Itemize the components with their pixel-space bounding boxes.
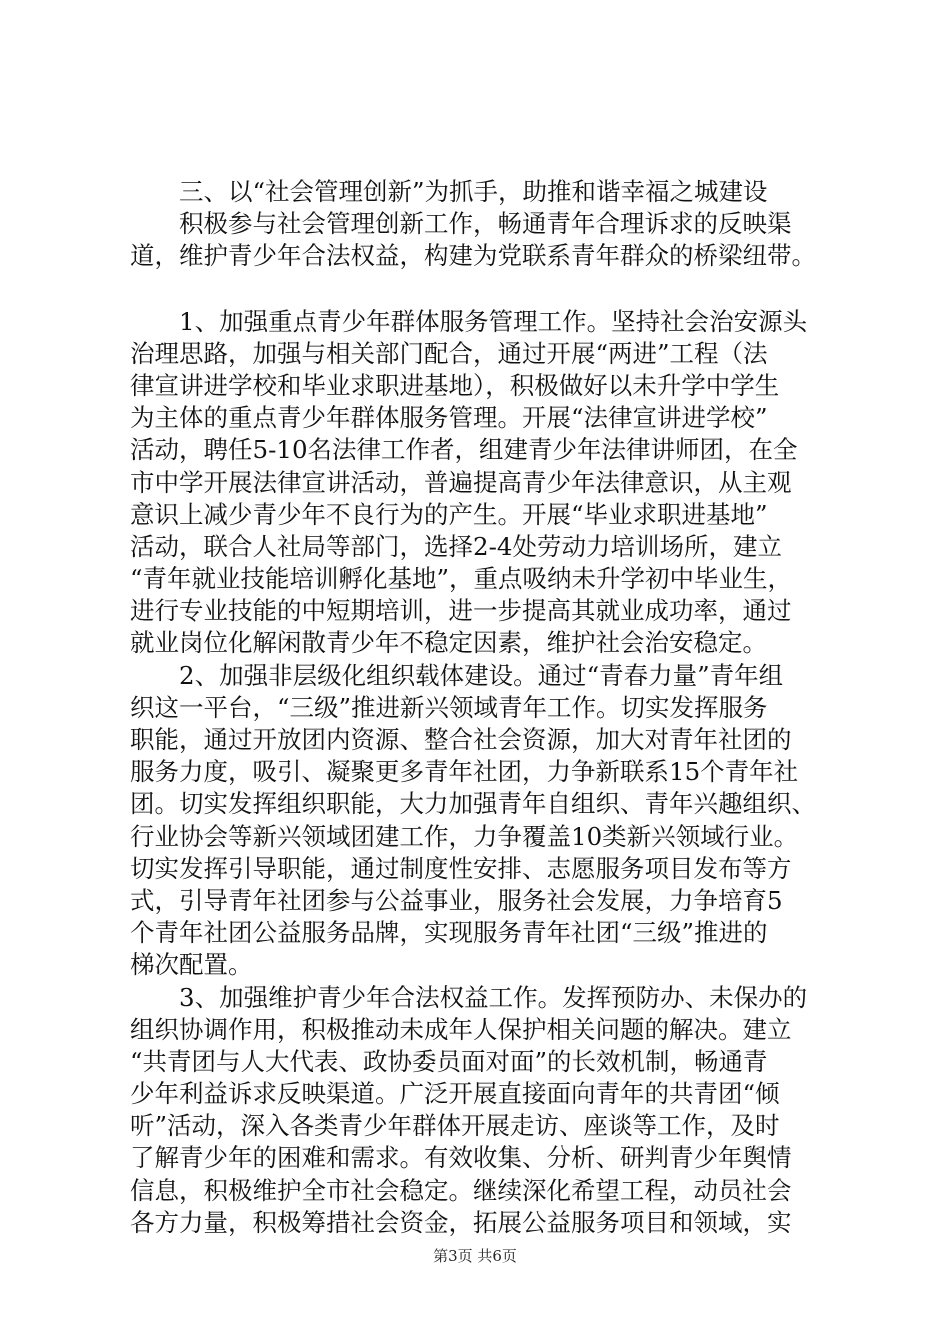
paragraph-line: 意识上减少青少年不良行为的产生。开展“毕业求职进基地” (130, 499, 768, 529)
paragraph-line: 各方力量，积极筹措社会资金，拓展公益服务项目和领域，实 (130, 1207, 792, 1237)
paragraph-line: 梯次配置。 (130, 950, 253, 980)
paragraph-line: 3、加强维护青少年合法权益工作。发挥预防办、未保办的 (130, 982, 808, 1012)
paragraph-line: 服务力度，吸引、凝聚更多青年社团，力争新联系15个青年社 (130, 757, 799, 787)
paragraph-line: 信息，积极维护全市社会稳定。继续深化希望工程，动员社会 (130, 1175, 792, 1205)
document-body (130, 176, 830, 1239)
page-number-footer: 第3页 共6页 (433, 1247, 517, 1265)
paragraph-line: 治理思路，加强与相关部门配合，通过开展“两进”工程（法 (130, 338, 768, 368)
paragraph-line: 织这一平台，“三级”推进新兴领域青年工作。切实发挥服务 (130, 692, 768, 722)
paragraph-line: 积极参与社会管理创新工作，畅通青年合理诉求的反映渠 (130, 209, 792, 239)
paragraph-gap (130, 273, 830, 306)
paragraph-line: 团。切实发挥组织职能，大力加强青年自组织、青年兴趣组织、 (130, 789, 816, 819)
paragraph-line: 为主体的重点青少年群体服务管理。开展“法律宣讲进学校” (130, 403, 768, 433)
paragraph-line: 1、加强重点青少年群体服务管理工作。坚持社会治安源头 (130, 306, 808, 336)
paragraph-line: 律宣讲进学校和毕业求职进基地），积极做好以未升学中学生 (130, 370, 780, 400)
paragraph-line: 切实发挥引导职能，通过制度性安排、志愿服务项目发布等方 (130, 853, 792, 883)
paragraph-line: 行业协会等新兴领域团建工作，力争覆盖10类新兴领域行业。 (130, 821, 799, 851)
paragraph-line: 活动，联合人社局等部门，选择2-4处劳动力培训场所，建立 (130, 531, 782, 561)
paragraph-line: “青年就业技能培训孵化基地”，重点吸纳未升学初中毕业生， (130, 564, 793, 594)
section-heading: 三、以“社会管理创新”为抓手，助推和谐幸福之城建设 (130, 177, 768, 206)
paragraph-line: 式，引导青年社团参与公益事业，服务社会发展，力争培育5 (130, 885, 783, 915)
paragraph-line: 组织协调作用，积极推动未成年人保护相关问题的解决。建立 (130, 1014, 792, 1044)
paragraph-line: 少年利益诉求反映渠道。广泛开展直接面向青年的共青团“倾 (130, 1079, 780, 1109)
paragraph-line: 活动，聘任5-10名法律工作者，组建青少年法律讲师团，在全 (130, 435, 798, 465)
paragraph-line: 市中学开展法律宣讲活动，普遍提高青少年法律意识，从主观 (130, 467, 792, 497)
paragraph-line: 2、加强非层级化组织载体建设。通过“青春力量”青年组 (130, 660, 784, 690)
paragraph-line: 进行专业技能的中短期培训，进一步提高其就业成功率，通过 (130, 596, 792, 626)
paragraph-line: “共青团与人大代表、政协委员面对面”的长效机制，畅通青 (130, 1046, 768, 1076)
paragraph-line: 听”活动，深入各类青少年群体开展走访、座谈等工作，及时 (130, 1111, 780, 1141)
paragraph-line: 道，维护青少年合法权益，构建为党联系青年群众的桥梁纽带。 (130, 241, 816, 271)
paragraph-line: 就业岗位化解闲散青少年不稳定因素，维护社会治安稳定。 (130, 628, 767, 658)
paragraph-line: 了解青少年的困难和需求。有效收集、分析、研判青少年舆情 (130, 1143, 792, 1173)
paragraph-line: 职能，通过开放团内资源、整合社会资源，加大对青年社团的 (130, 725, 792, 754)
paragraph-line: 个青年社团公益服务品牌，实现服务青年社团“三级”推进的 (130, 918, 768, 948)
